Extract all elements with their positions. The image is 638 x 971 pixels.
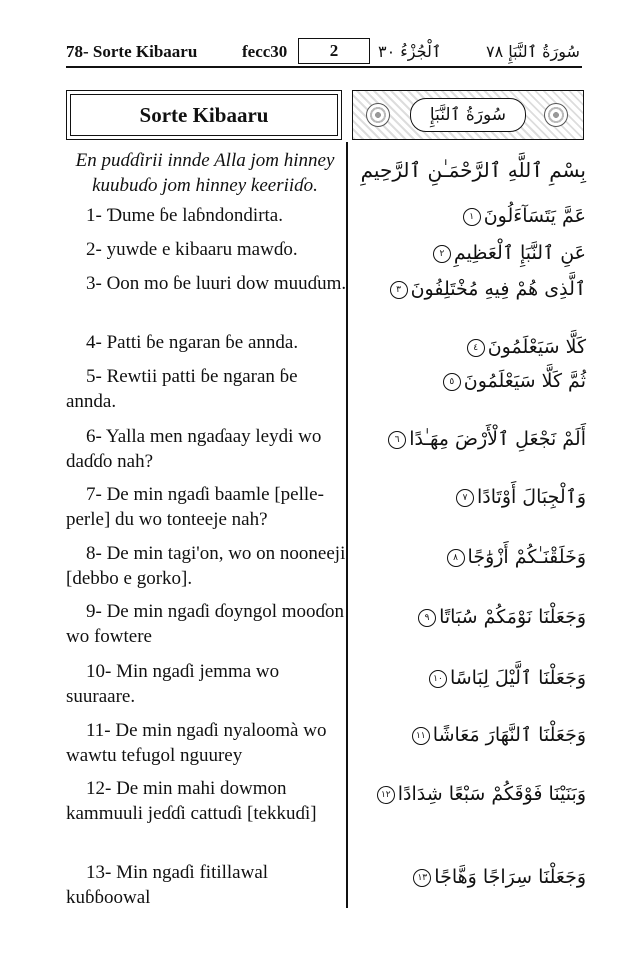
header-surah: سُورَةُ ٱلنَّبَإِ ٧٨ <box>486 42 580 61</box>
arabic-text: وَجَعَلْنَا سِرَاجًا وَهَّاجًا <box>434 866 586 888</box>
page-number-box <box>298 38 370 64</box>
verse-10: 10- Min ngaɗi jemma wo suuraare. <box>66 661 280 707</box>
arabic-verse-3 <box>390 278 586 300</box>
arabic-verse-9 <box>418 606 586 628</box>
verse-4: 4- Patti ɓe ngaran ɓe annda. <box>86 332 299 353</box>
arabic-text: عَنِ ٱلنَّبَإِ ٱلْعَظِيمِ <box>453 242 586 264</box>
arabic-text: أَلَمْ نَجْعَلِ ٱلْأَرْضَ مِهَـٰدًا <box>409 428 586 450</box>
header-juz: ٱلْجُزْءُ ٣٠ <box>378 42 442 61</box>
arabic-verse-8 <box>447 546 586 568</box>
surah-title: Sorte Kibaaru <box>70 94 338 136</box>
arabic-verse-11 <box>412 724 586 746</box>
arabic-text: وَجَعَلْنَا نَوْمَكُمْ سُبَاتًا <box>439 606 586 628</box>
arabic-verse-1 <box>463 205 586 227</box>
arabic-verse-13 <box>413 866 586 888</box>
verse-number-marker: ١٣ <box>413 869 431 887</box>
arabic-text: وَٱلْجِبَالَ أَوْتَادًا <box>477 486 586 508</box>
arabic-text: ثُمَّ كَلَّا سَيَعْلَمُونَ <box>463 370 586 392</box>
header-section: fecc30 <box>242 42 288 61</box>
rosette-right-icon <box>544 103 568 127</box>
arabic-text: ٱلَّذِى هُمْ فِيهِ مُخْتَلِفُونَ <box>410 278 586 300</box>
arabic-verse-6 <box>388 428 586 450</box>
basmala-translation: En puɗɗirii innde Alla jom hinney kuubuɗo jom hinney keeriiɗo. <box>75 150 335 196</box>
verse-2: 2- yuwde e kibaaru mawɗo. <box>86 239 298 260</box>
verse-5: 5- Rewtii patti ɓe ngaran ɓe annda. <box>66 366 298 412</box>
verse-number-marker: ٢ <box>433 245 451 263</box>
verse-number-marker: ١٢ <box>377 786 395 804</box>
verse-1: 1- Ɗume ɓe laɓndondirta. <box>86 205 283 226</box>
verse-number-marker: ١٠ <box>429 670 447 688</box>
verse-number-marker: ٦ <box>388 431 406 449</box>
verse-9: 9- De min ngaɗi ɗoyngol mooɗon wo fowtere <box>66 601 345 647</box>
arabic-text: عَمَّ يَتَسَآءَلُونَ <box>483 205 586 227</box>
verse-13: 13- Min ngaɗi fitillawal kuɓɓoowal <box>66 862 269 908</box>
verse-number-marker: ٥ <box>443 373 461 391</box>
verse-12: 12- De min mahi dowmon kammuuli jeɗɗi cattuɗi [tekkuɗi] <box>66 778 317 824</box>
arabic-text: وَجَعَلْنَا ٱلَّيْلَ لِبَاسًا <box>449 667 586 689</box>
verse-number-marker: ١ <box>463 208 481 226</box>
verse-number-marker: ٨ <box>447 549 465 567</box>
verse-number-marker: ٩ <box>418 609 436 627</box>
verse-number-marker: ٧ <box>456 489 474 507</box>
page-number: 2 <box>329 41 339 60</box>
basmala-arabic: بِسْمِ ٱللَّهِ ٱلرَّحْمَـٰنِ ٱلرَّحِيمِ <box>360 158 586 182</box>
header-left-title: 78- Sorte Kibaaru <box>66 42 198 61</box>
arabic-verse-2 <box>433 242 586 264</box>
verse-7: 7- De min ngaɗi baamle [pelle-perle] du wo tonteeje nah? <box>66 484 324 530</box>
verse-3: 3- Oon mo ɓe luuri dow muuɗum. <box>86 273 347 294</box>
verse-number-marker: ٣ <box>390 281 408 299</box>
arabic-text: وَجَعَلْنَا ٱلنَّهَارَ مَعَاشًا <box>432 724 586 746</box>
header-rule <box>66 66 582 68</box>
arabic-text: وَبَنَيْنَا فَوْقَكُمْ سَبْعًا شِدَادًا <box>397 783 586 805</box>
arabic-verse-5 <box>443 370 586 392</box>
arabic-verse-10 <box>429 667 586 689</box>
verse-number-marker: ٤ <box>467 339 485 357</box>
verse-8: 8- De min tagi'on, wo on nooneeji [debbo e gorko]. <box>66 543 346 589</box>
rosette-left-icon <box>366 103 390 127</box>
arabic-text: كَلَّا سَيَعْلَمُونَ <box>487 336 586 358</box>
arabic-text: وَخَلَقْنَـٰكُمْ أَزْوَٰجًا <box>467 546 586 568</box>
arabic-verse-4 <box>467 336 586 358</box>
verse-number-marker: ١١ <box>412 727 430 745</box>
verse-11: 11- De min ngaɗi nyaloomà wo wawtu tefugol nguurey <box>66 720 327 766</box>
arabic-verse-7 <box>456 486 586 508</box>
arabic-verse-12 <box>377 783 586 805</box>
verse-6: 6- Yalla men ngaɗaay leydi wo daɗɗo nah? <box>66 426 322 472</box>
arabic-surah-title: سُورَةُ ٱلنَّبَإِ <box>410 98 526 132</box>
